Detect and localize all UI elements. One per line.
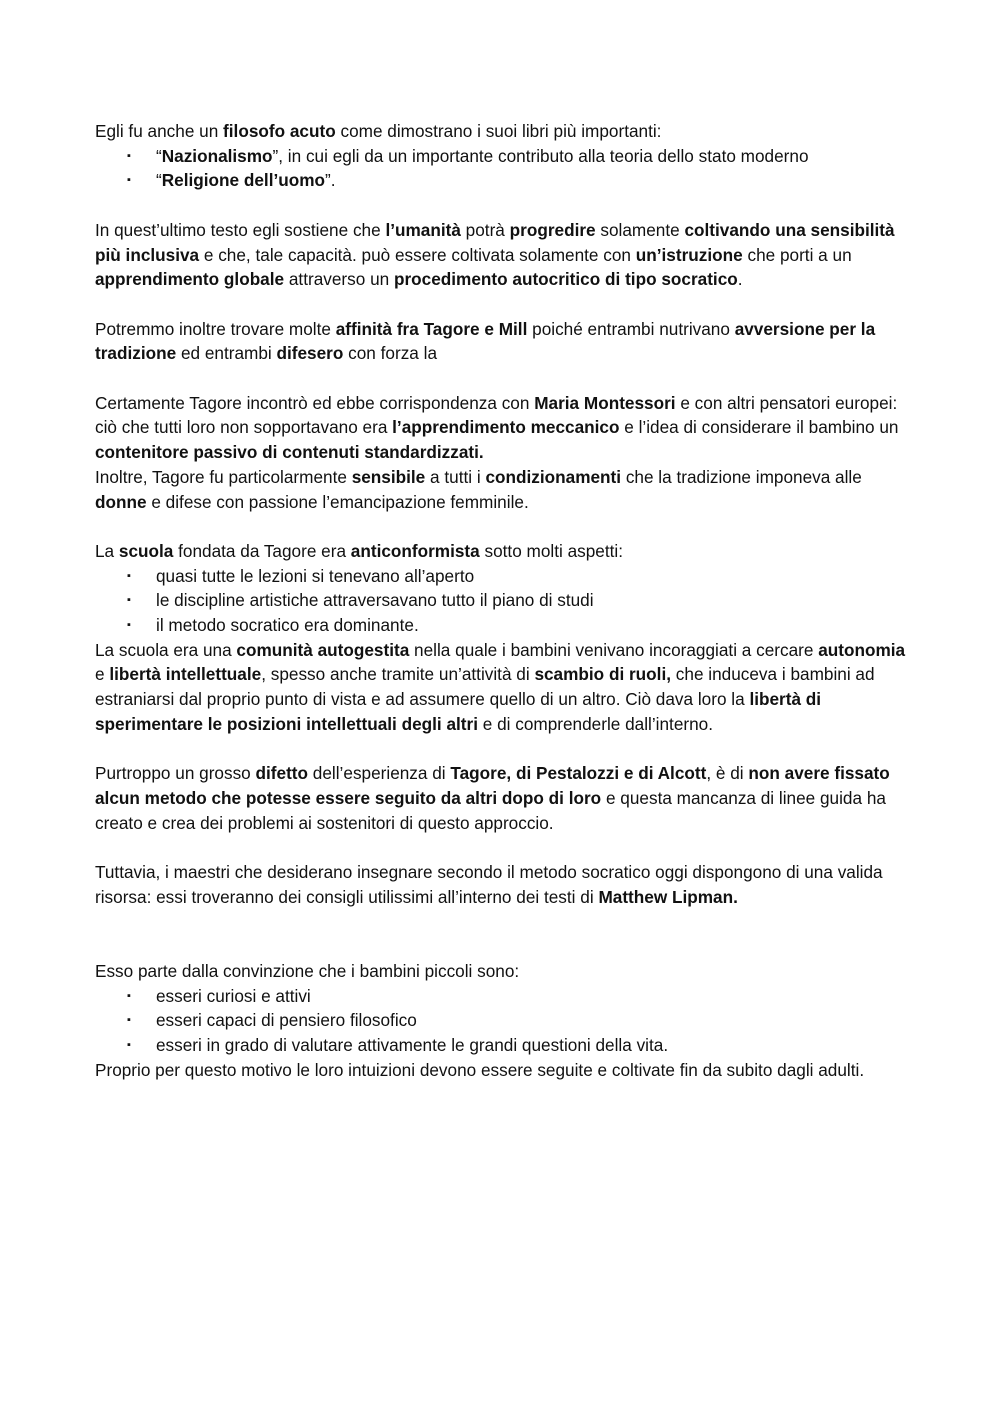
text-run: esseri in grado di valutare attivamente le grandi questioni della vita.	[156, 1034, 669, 1055]
text-run: , è di	[706, 763, 749, 784]
bold-text: difesero	[276, 343, 344, 364]
list-item	[95, 1033, 910, 1058]
bold-text: un’istruzione	[635, 244, 743, 265]
text-run: a tutti i	[425, 466, 486, 487]
bold-text: avversione per la tradizione	[95, 318, 876, 364]
bold-text: non avere fissato alcun metodo che potesse essere seguito da altri dopo di loro	[95, 763, 890, 808]
document-page	[95, 119, 910, 1082]
bold-text: Matthew Lipman.	[598, 886, 738, 907]
text-run: sotto molti aspetti:	[479, 540, 624, 561]
text-run: fondata da Tagore era	[173, 540, 351, 561]
text-run: esseri capaci di pensiero filosofico	[156, 1010, 417, 1031]
text-run: e che, tale capacità. può essere coltivata solamente con	[199, 244, 636, 265]
text-run: con forza la	[343, 343, 437, 364]
text-run: poiché entrambi nutrivano	[527, 318, 735, 339]
text-run: Proprio per questo motivo le loro intuizioni devono essere seguite e coltivate fin da subito dagli adulti.	[95, 1059, 865, 1080]
paragraph-lipman	[95, 860, 910, 909]
bold-text: l’umanità	[385, 219, 461, 240]
bold-text: l’apprendimento meccanico	[392, 417, 620, 438]
text-run: e	[95, 664, 110, 685]
bullet-icon: ▪	[127, 594, 131, 607]
text-run: In quest’ultimo testo egli sostiene che	[95, 219, 386, 240]
bold-text: Tagore, di Pestalozzi e di Alcott	[450, 763, 707, 784]
paragraph-philosopher-intro	[95, 119, 910, 144]
bold-text: libertà intellettuale	[109, 664, 262, 685]
text-run: Esso parte dalla convinzione che i bambini piccoli sono:	[95, 960, 520, 981]
bullet-icon: ▪	[127, 174, 131, 187]
bold-text: procedimento autocritico di tipo socratico	[393, 269, 738, 290]
text-run: Purtroppo un grosso	[95, 763, 256, 784]
text-run: le discipline artistiche attraversavano tutto il piano di studi	[156, 590, 594, 611]
bullet-icon: ▪	[127, 569, 131, 582]
text-run: che induceva i bambini ad estraniarsi dal proprio punto di vista e ad assumere quello di un altro. Ciò dava loro la	[95, 664, 875, 710]
paragraph-conviction	[95, 959, 910, 984]
bold-text: comunità autogestita	[236, 639, 410, 660]
bullet-icon: ▪	[127, 989, 131, 1002]
bullet-icon: ▪	[127, 1038, 131, 1051]
text-run: come dimostrano i suoi libri più importanti:	[335, 121, 662, 141]
list-item	[95, 588, 910, 613]
list-item	[95, 984, 910, 1009]
text-run: quasi tutte le lezioni si tenevano all’aperto	[156, 565, 475, 586]
text-run: Egli fu anche un	[95, 121, 224, 141]
bold-text: Maria Montessori	[534, 392, 676, 413]
text-run: La scuola era una	[95, 639, 237, 660]
children-traits-list	[95, 984, 910, 1058]
text-run: che la tradizione imponeva alle	[621, 466, 862, 487]
list-item	[95, 1008, 910, 1033]
list-item	[95, 168, 910, 193]
text-run: ed entrambi	[176, 343, 277, 364]
text-run: .	[737, 269, 743, 290]
bold-text: autonomia	[818, 639, 906, 660]
list-item	[95, 144, 910, 169]
paragraph-self-managed-community	[95, 638, 910, 737]
text-run: “	[156, 145, 162, 166]
text-run: che porti a un	[742, 244, 852, 265]
paragraph-religion-of-man	[95, 218, 910, 292]
bullet-icon: ▪	[127, 149, 131, 162]
text-run: esseri curiosi e attivi	[156, 985, 311, 1006]
paragraph-school-intro	[95, 539, 910, 564]
text-run: il metodo socratico era dominante.	[156, 615, 419, 635]
bullet-icon: ▪	[127, 1014, 131, 1027]
text-run: La	[95, 540, 119, 561]
paragraph-conclusion	[95, 1058, 910, 1083]
text-run: attraverso un	[284, 269, 394, 290]
text-run: dell’esperienza di	[308, 763, 451, 784]
paragraph-women	[95, 465, 910, 514]
books-list	[95, 144, 910, 193]
school-aspects-list	[95, 564, 910, 638]
text-run: ”, in cui egli da un importante contributo alla teoria dello stato moderno	[272, 145, 809, 166]
bold-text: difetto	[255, 763, 309, 784]
text-run: e con altri pensatori europei: ciò che tutti loro non sopportavano era	[95, 392, 898, 438]
text-run: e di comprenderle dall’interno.	[477, 713, 714, 734]
bold-text: filosofo acuto	[223, 121, 336, 141]
text-run: Tuttavia, i maestri che desiderano insegnare secondo il metodo socratico oggi dispongono di una valida risorsa: essi troveranno dei consigli utilissimi all’interno dei testi di	[95, 862, 883, 907]
text-run: , spesso anche tramite un’attività di	[261, 664, 535, 685]
bold-text: progredire	[509, 219, 596, 240]
bold-text: scuola	[118, 540, 174, 561]
bold-text: coltivando una sensibilità più inclusiva	[95, 219, 895, 265]
bold-text: donne	[95, 491, 147, 512]
bullet-icon: ▪	[127, 619, 131, 631]
text-run: ”.	[325, 170, 336, 191]
bold-text: scambio di ruoli,	[534, 664, 672, 685]
text-run: e difese con passione l’emancipazione femminile.	[146, 491, 529, 512]
text-run: Certamente Tagore incontrò ed ebbe corrispondenza con	[95, 392, 535, 413]
paragraph-defect	[95, 761, 910, 835]
bold-text: apprendimento globale	[95, 269, 285, 290]
list-item	[95, 613, 910, 638]
bold-text: contenitore passivo di contenuti standardizzati.	[95, 442, 484, 463]
bold-text: libertà di sperimentare le posizioni intellettuali degli altri	[95, 689, 822, 734]
text-run: e l’idea di considerare il bambino un	[619, 417, 899, 438]
text-run: solamente	[595, 219, 685, 240]
text-run: Inoltre, Tagore fu particolarmente	[95, 466, 352, 487]
text-run: nella quale i bambini venivano incoraggiati a cercare	[409, 639, 819, 660]
list-item	[95, 564, 910, 589]
text-run: potrà	[460, 219, 510, 240]
text-run: “	[156, 170, 162, 191]
bold-text: affinità fra Tagore e Mill	[335, 318, 528, 339]
text-run: Potremmo inoltre trovare molte	[95, 318, 336, 339]
bold-text: sensibile	[351, 466, 426, 487]
bold-text: Nazionalismo	[161, 145, 273, 166]
paragraph-tagore-mill	[95, 317, 910, 366]
text-run: e questa mancanza di linee guida ha creato e crea dei problemi ai sostenitori di questo approccio.	[95, 787, 886, 833]
paragraph-montessori	[95, 391, 910, 465]
bold-text: condizionamenti	[485, 466, 622, 487]
bold-text: Religione dell’uomo	[161, 170, 326, 191]
bold-text: anticonformista	[350, 540, 480, 561]
